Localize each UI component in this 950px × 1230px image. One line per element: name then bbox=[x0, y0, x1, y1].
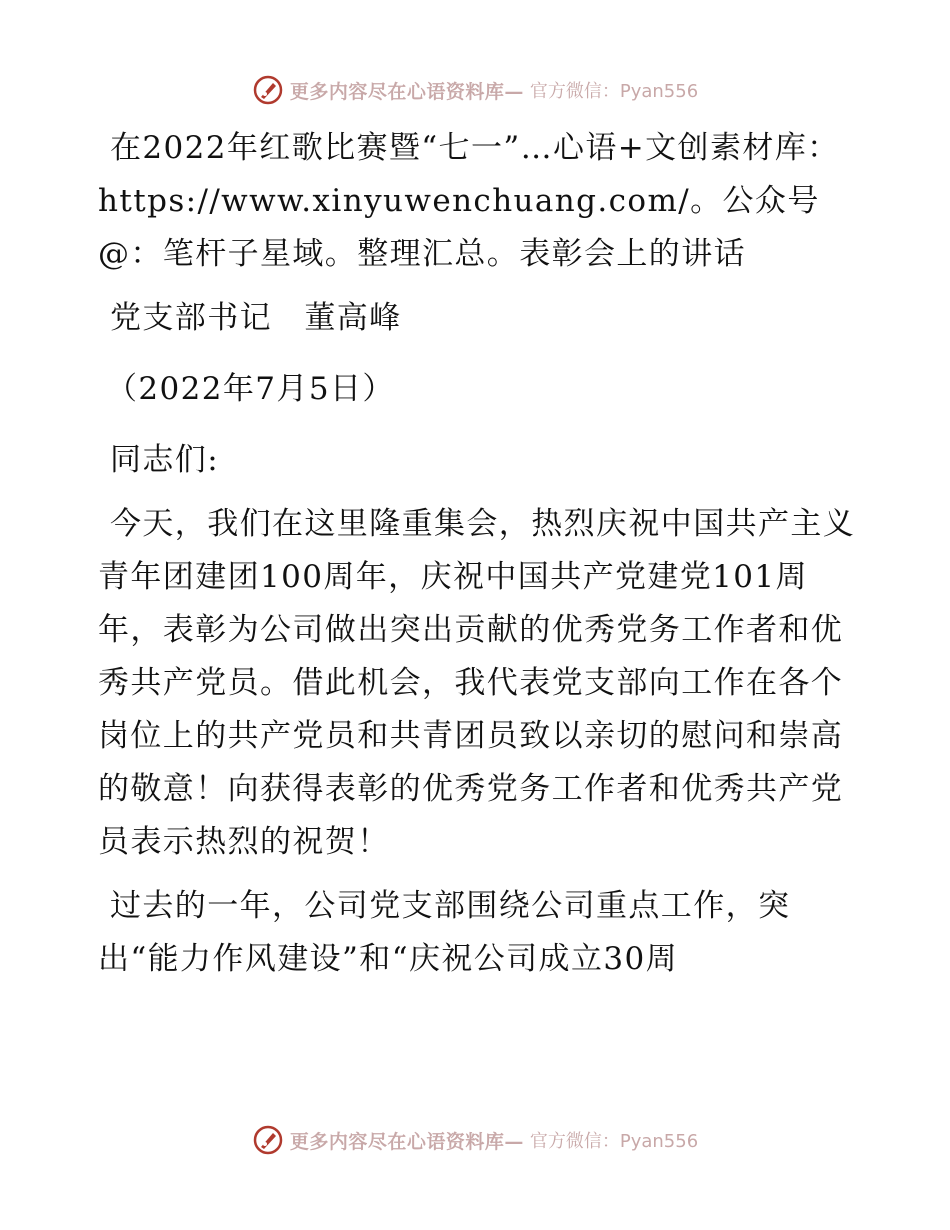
body-paragraph: 今天，我们在这里隆重集会，热烈庆祝中国共产主义青年团建团100周年，庆祝中国共产党建党101周年，表彰为公司做出突出贡献的优秀党务工作者和优秀共产党员。借此机会，我代表党支部向工作在各个岗位上的共产党员和共青团员致以亲切的慰问和崇高的敬意！向获得表彰的优秀党务工作者和优秀共产党员表示热烈的祝贺！ bbox=[98, 506, 856, 860]
pen-nib-circle-icon bbox=[252, 74, 284, 106]
date-line: （2022年7月5日） bbox=[106, 371, 395, 407]
watermark-contact: 官方微信：Pyan556 bbox=[529, 81, 699, 102]
header-watermark bbox=[0, 70, 950, 110]
signature-line: 党支部书记 董高峰 bbox=[110, 300, 402, 336]
watermark-text: 更多内容尽在心语资料库— bbox=[289, 80, 524, 103]
footer-watermark bbox=[0, 1120, 950, 1160]
document-title: 在2022年红歌比赛暨“七一”…心语+文创素材库：https://www.xinyuwenchuang.com/。公众号@：笔杆子星域。整理汇总。表彰会上的讲话 bbox=[98, 130, 840, 272]
watermark-text: 更多内容尽在心语资料库— bbox=[289, 1130, 524, 1153]
watermark-contact: 官方微信：Pyan556 bbox=[529, 1131, 699, 1152]
pen-nib-circle-icon bbox=[252, 1124, 284, 1156]
document-body bbox=[98, 122, 858, 997]
body-paragraph: 过去的一年，公司党支部围绕公司重点工作，突出“能力作风建设”和“庆祝公司成立30周 bbox=[98, 888, 791, 977]
salutation: 同志们: bbox=[110, 442, 220, 478]
